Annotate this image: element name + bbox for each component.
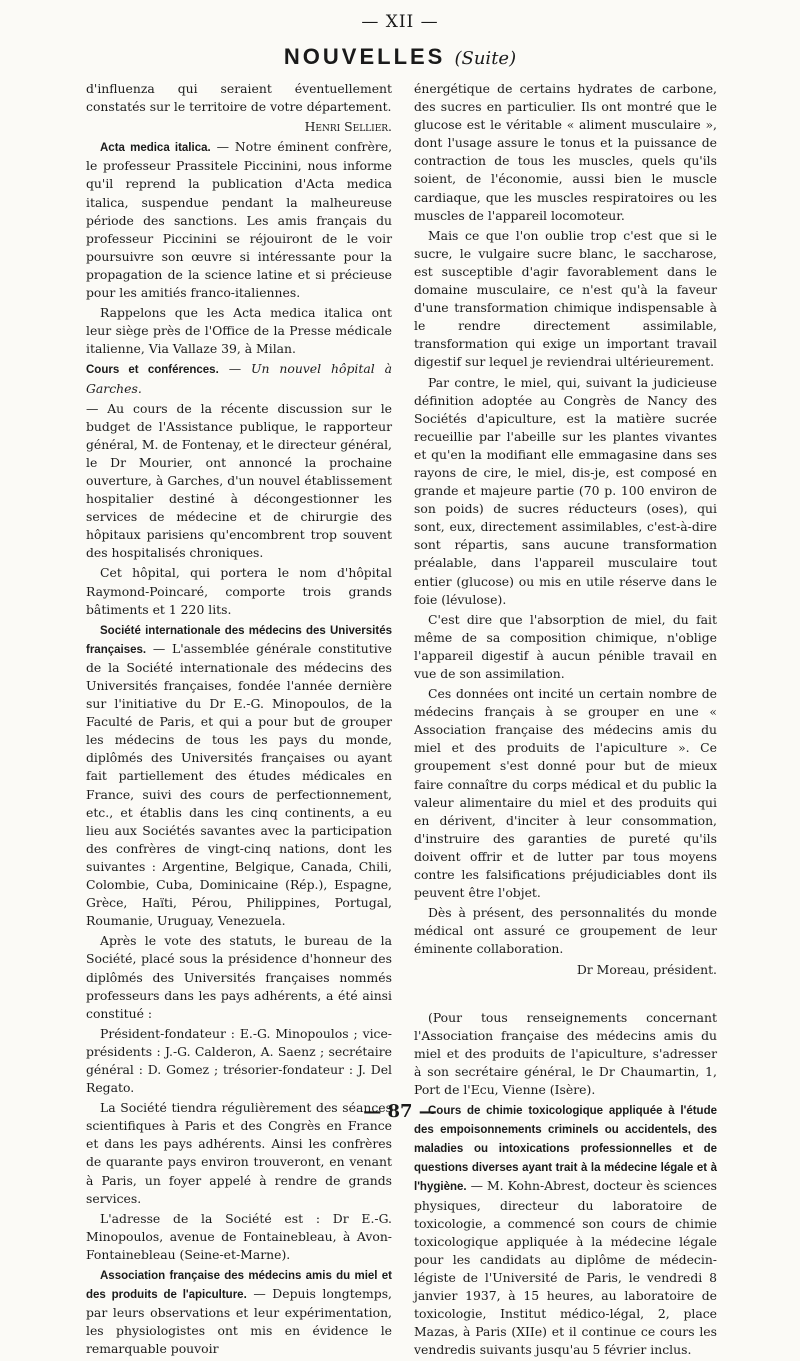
renseignements-paragraph: (Pour tous renseignements concernant l'Association française des médecins amis du miel et des produits de l'apiculture, s'adresser à son secrétaire général, le Dr Chaumartin, 1, Port de l'Ecu, Vienne (Isère).: [414, 1009, 717, 1097]
page-number: — 87 —: [363, 1101, 437, 1122]
page-title: [0, 44, 800, 70]
right-column: [414, 80, 717, 1361]
association-heading: Association française des médecins amis du miel et des produits de l'apiculture.: [86, 1270, 392, 1302]
officers-paragraph: Président-fondateur : E.-G. Minopoulos ; vice-présidents : J.-G. Calderon, A. Saenz ; secrétaire général : D. Gomez ; trésorier-fondateur : J. Del Regato.: [86, 1025, 392, 1096]
influenza-paragraph: d'influenza qui seraient éventuellement constatés sur le territoire de votre département.: [86, 81, 392, 115]
acta-address-paragraph: Rappelons que les Acta medica italica ont leur siège près de l'Office de la Presse médicale italienne, Via Vallaze 39, à Milan.: [86, 305, 392, 357]
title-suffix: (Suite): [454, 48, 517, 69]
garches-paragraph: — Au cours de la récente discussion sur le budget de l'Assistance publique, le rapporteur général, M. de Fontenay, et le directeur général, le Dr Mourier, ont annoncé la prochaine ouverture, à Garches, d'un nouvel établissement hospitalier destiné à décongestionner les services de médecine et de chirurgie des hôpitaux parisiens qu'encombrent trop souvent des hospitalisés chroniques.: [86, 400, 392, 561]
societe-heading: Société internationale des médecins des Universités françaises.: [86, 624, 392, 656]
donnees-paragraph: Ces données ont incité un certain nombre de médecins français à se grouper en une « Association française des médecins amis du miel et des produits de l'apiculture ». Ce groupement s'est donné pour but de mieux faire connaître du corps médical et du public la valeur alimentaire du miel et des produits qui en dérivent, d'inciter à leur consommation, d'instruire des garanties de pureté qu'ils doivent offrir et de lutter par tous moyens contre les falsifications préjudiciables dont ils peuvent être l'objet.: [414, 686, 717, 901]
signature-sellier: Henri Sellier.: [304, 119, 392, 135]
absorption-paragraph: C'est dire que l'absorption de miel, du fait même de sa composition chimique, n'oblige l'appareil digestif à aucun pénible travail en vue de son assimilation.: [414, 611, 717, 681]
adresse-paragraph: L'adresse de la Société est : Dr E.-G. Minopoulos, avenue de Fontainebleau, à Avon-Fontainebleau (Seine-et-Marne).: [86, 1210, 392, 1262]
signature-moreau: Dr Moreau, président.: [576, 961, 717, 977]
glucose-paragraph: énergétique de certains hydrates de carbone, des sucres en particulier. Ils ont montré que le glucose est le véritable « aliment musculaire », dont l'usage assure le tonus et la puissance de contraction de tous les muscles, quels qu'ils soient, de l'économie, aussi bien le muscle cardiaque, que les muscles respiratoires ou les muscles de l'appareil locomoteur.: [414, 81, 717, 223]
cours-subheading: — Un nouvel hôpital à Garches.: [86, 361, 392, 396]
miel-paragraph: Par contre, le miel, qui, suivant la judicieuse définition adoptée au Congrès de Nancy des Sociétés d'apiculture, est la matière sucrée recueillie par l'abeille sur les plantes vivantes et qu'en la modifiant elle emmagasine dans ses rayons de cire, le miel, dis-je, est composé en grande et majeure partie (70 p. 100 environ de son poids) de sucres réducteurs (oses), qui sont, eux, directement assimilables, c'est-à-dire sont répartis, sans aucune transformation préalable, dans l'appareil musculaire tout entier (glucose) ou mis en utile réserve dans le foie (lévulose).: [414, 374, 717, 607]
page-roman-number: — XII —: [361, 12, 439, 32]
acta-paragraph: Acta medica italica. — Notre éminent confrère, le professeur Prassitele Piccinini, nous informe qu'il reprend la publication d'Acta medica italica, suspendue pendant la malheureuse période des sanctions. Les amis français du professeur Piccinini se réjouiront de le voir poursuivre son œuvre si intéressante pour la propagation de la science latine et si précieuse pour les amitiés franco-italiennes.: [86, 139, 393, 301]
acta-heading: Acta medica italica.: [100, 142, 211, 155]
poincare-paragraph: Cet hôpital, qui portera le nom d'hôpital Raymond-Poincaré, comporte trois grands bâtiments et 1 220 lits.: [86, 565, 392, 617]
cours-heading: Cours et conférences.: [86, 364, 219, 377]
saccharose-paragraph: Mais ce que l'on oublie trop c'est que si le sucre, le vulgaire sucre blanc, le saccharose, est susceptible d'agir favorablement dans le domaine musculaire, ce n'est qu'à la faveur d'une transformation chimique indispensable à le rendre directement assimilable, transformation qui exige un important travail digestif sur lequel je reviendrai ultérieurement.: [414, 227, 717, 370]
bureau-paragraph: Après le vote des statuts, le bureau de la Société, placé sous la présidence d'honneur des diplômés des Universités françaises nommés professeurs dans les pays adhérents, a été ainsi constitué :: [86, 933, 392, 1021]
cours-heading-line: [86, 360, 392, 397]
section-gap: [414, 981, 717, 1009]
chimie-heading: Cours de chimie toxicologique appliquée à l'étude des empoisonnements criminels ou accidentels, des maladies ou intoxications professionnelles et de questions diverses ayant trait à la médecine légale et à l'hygiène.: [414, 1105, 717, 1194]
left-column: [86, 80, 392, 1360]
seances-paragraph: La Société tiendra régulièrement des séances scientifiques à Paris et des Congrès en France et dans les pays adhérents. Ainsi les confrères de quarante pays environ trouveront, en venant à Paris, un foyer appelé à rendre de grands services.: [86, 1100, 392, 1206]
chimie-paragraph: Cours de chimie toxicologique appliquée à l'étude des empoisonnements criminels ou accidentels, des maladies ou intoxications professionnelles et de questions diverses ayant trait à la médecine légale et à l'hygiène. — M. Kohn-Abrest, docteur ès sciences physiques, directeur du laboratoire de toxicologie, a commencé son cours de chimie toxicologique appliquée à la médecine légale pour les candidats au diplôme de médecin-légiste de l'Université de Paris, le vendredi 8 janvier 1937, à 15 heures, au laboratoire de toxicologie, Institut médico-légal, 2, place Mazas, à Paris (XIIe) et il continue ce cours les vendredis suivants jusqu'au 5 février inclus.: [414, 1105, 717, 1358]
association-paragraph: Association française des médecins amis du miel et des produits de l'apiculture. — Depuis longtemps, par leurs observations et leur expérimentation, les physiologistes ont mis en évidence le remarquable pouvoir: [86, 1270, 392, 1357]
title-text: NOUVELLES: [283, 44, 446, 69]
personnalites-paragraph: Dès à présent, des personnalités du monde médical ont assuré ce groupement de leur éminente collaboration.: [414, 905, 717, 957]
societe-paragraph: Société internationale des médecins des Universités françaises. — L'assemblée générale constitutive de la Société internationale des médecins des Universités françaises, fondée l'année dernière sur l'initiative du Dr E.-G. Minopoulos, de la Faculté de Paris, et qui a pour but de grouper les médecins de tous les pays du monde, diplômés des Universités françaises ou ayant fait partiellement des études médicales en France, suivi des cours de perfectionnement, etc., et établis dans les cinq continents, a eu lieu aux Sociétés savantes avec la participation des confrères de vingt-cinq nations, dont les suivantes : Argentine, Belgique, Canada, Chili, Colombie, Cuba, Dominicaine (Rép.), Espagne, Grèce, Haïti, Pérou, Philippines, Portugal, Roumanie, Uruguay, Venezuela.: [86, 624, 392, 929]
